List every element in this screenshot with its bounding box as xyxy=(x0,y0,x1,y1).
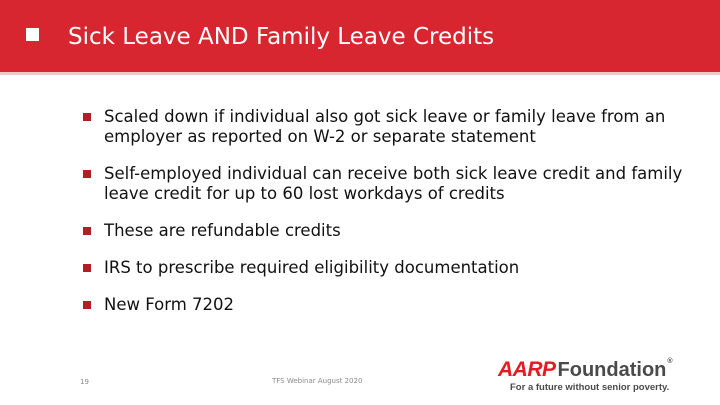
bullet-item xyxy=(80,295,700,315)
bullet-list xyxy=(80,107,700,332)
title-bar xyxy=(0,0,720,72)
title-square-icon xyxy=(26,28,39,41)
bullet-text: These are refundable credits xyxy=(104,221,341,240)
logo-tagline: For a future without senior poverty. xyxy=(510,382,670,393)
slide-title: Sick Leave AND Family Leave Credits xyxy=(68,24,495,50)
bullet-square-icon xyxy=(83,170,91,178)
bullet-text: Scaled down if individual also got sick leave or family leave from an employer as reported on W-2 or separate statement xyxy=(104,107,666,146)
bullet-square-icon xyxy=(83,264,91,272)
bullet-item xyxy=(80,107,700,147)
bullet-square-icon xyxy=(83,227,91,235)
registered-mark: ® xyxy=(667,358,673,365)
bullet-square-icon xyxy=(83,301,91,309)
bullet-item xyxy=(80,258,700,278)
bullet-text: Self-employed individual can receive both sick leave credit and family leave credit for up to 60 lost workdays of credits xyxy=(104,164,683,203)
bullet-item xyxy=(80,221,700,241)
bullet-square-icon xyxy=(83,113,91,121)
logo-foundation: Foundation xyxy=(557,359,667,381)
logo-aarp: AARP xyxy=(498,358,556,381)
page-number: 19 xyxy=(80,378,89,386)
footer-text: TFS Webinar August 2020 xyxy=(272,377,363,385)
bullet-text: New Form 7202 xyxy=(104,295,235,314)
logo-wordmark xyxy=(498,358,688,382)
title-divider xyxy=(0,72,720,75)
bullet-text: IRS to prescribe required eligibility documentation xyxy=(104,258,520,277)
bullet-item xyxy=(80,164,700,204)
aarp-foundation-logo xyxy=(498,358,688,400)
